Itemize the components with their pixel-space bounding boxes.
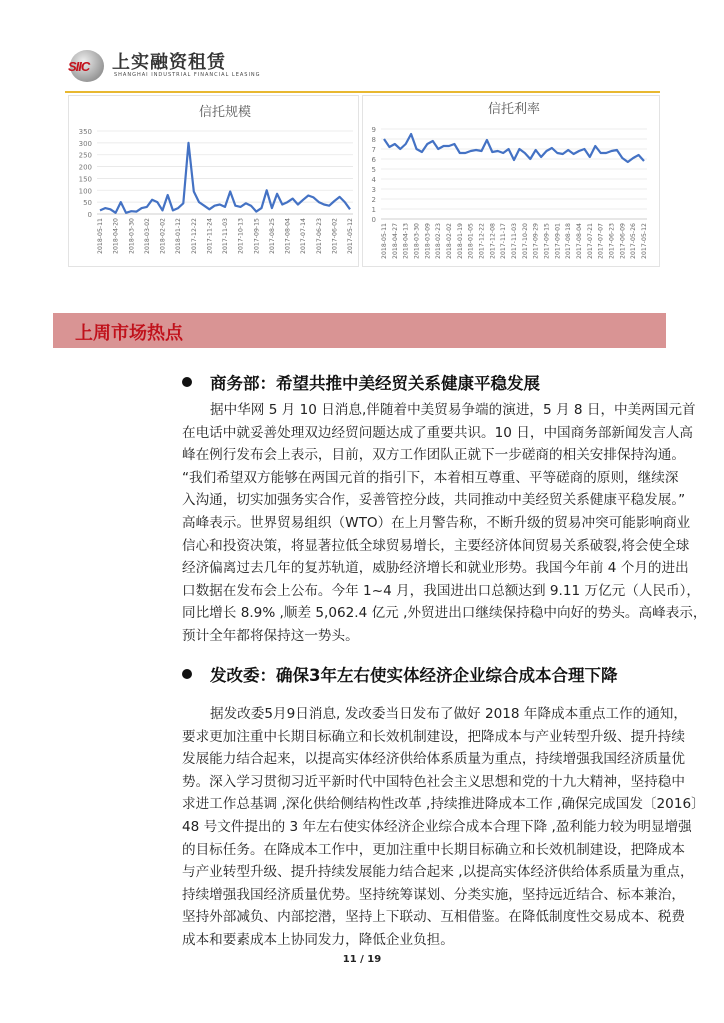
article-heading [182,662,617,686]
y-tick-label: 50 [83,199,92,208]
x-tick-label: 2017-08-04 [576,223,583,259]
x-tick-label: 2018-04-20 [112,218,120,254]
x-tick-label: 2018-04-13 [402,223,410,259]
paragraph-line: 据中华网 5 月 10 日消息,伴随着中美贸易争端的演进，5 月 8 日，中美两国元首 [210,402,696,418]
article-body [182,703,705,952]
paragraph-line: “我们希望双方能够在两国元首的指引下，本着相互尊重、平等磋商的原则，继续深 [182,469,679,486]
x-tick-label: 2017-10-20 [521,223,529,259]
y-tick-label: 1 [371,206,376,214]
chart-trust-rate-svg [363,96,659,266]
paragraph-line: 持续增强我国经济质量优势。坚持统筹谋划、分类实施，坚持远近结合、标本兼治， [182,886,685,903]
logo-mark: SIIC [68,59,90,74]
x-tick-label: 2018-01-12 [175,218,183,254]
x-tick-label: 2018-03-30 [128,218,136,254]
x-tick-label: 2018-03-30 [413,223,421,259]
section-title: 上周市场热点 [75,323,183,344]
company-logo [68,48,261,84]
company-name-en: SHANGHAI INDUSTRIAL FINANCIAL LEASING [114,72,261,78]
y-tick-label: 0 [87,211,92,219]
paragraph-line: 要求更加注重中长期目标确立和长效机制建设，把降成本与产业转型升级、提升持续 [182,728,685,745]
x-tick-label: 2017-06-09 [619,223,627,259]
paragraph-line: 经济偏离过去几年的复苏轨道，威胁经济增长和就业形势。我国今年前 4 个月的进出 [182,560,689,577]
article-heading-text: 商务部：希望共推中美经贸关系健康平稳发展 [210,374,540,393]
paragraph-line: 与产业转型升级、提升持续发展能力结合起来 ,以提高实体经济供给体系质量为重点， [182,864,694,881]
x-tick-label: 2018-03-09 [424,223,432,259]
x-tick-label: 2017-08-25 [268,218,276,254]
x-tick-label: 2018-01-05 [467,223,475,259]
y-tick-label: 3 [371,186,376,194]
paragraph-line: 入沟通，切实加强务实合作，妥善管控分歧，共同推动中美经贸关系健康平稳发展。” [182,492,686,509]
y-tick-label: 300 [78,139,92,148]
paragraph-line: 口数据在发布会上公布。今年 1~4 月，我国进出口总额达到 9.11 万亿元（人民币）， [182,582,701,599]
x-tick-label: 2017-05-12 [641,223,648,259]
x-tick-label: 2017-06-23 [315,218,323,254]
header-divider [65,91,660,93]
x-tick-label: 2018-02-02 [446,223,453,259]
section-banner [53,313,666,348]
x-tick-label: 2017-11-03 [222,218,229,254]
x-tick-label: 2017-07-21 [586,222,594,259]
y-tick-label: 6 [371,156,376,164]
x-tick-label: 2018-05-11 [381,223,388,259]
paragraph-line: 据发改委5月9日消息, 发改委当日发布了做好 2018 年降成本重点工作的通知， [210,706,687,722]
x-tick-label: 2018-05-11 [97,218,104,254]
paragraph-line: 势。深入学习贯彻习近平新时代中国特色社会主义思想和党的十九大精神，坚持稳中 [182,773,685,790]
paragraph-line: 峰在例行发布会上表示，目前，双方工作团队正就下一步磋商的相关安排保持沟通。 [182,447,685,464]
paragraph-line: 预计全年都将保持这一势头。 [182,627,359,644]
bullet-icon [182,669,192,679]
x-tick-label: 2017-06-02 [331,218,339,254]
paragraph-line: 同比增长 8.9% ,顺差 5,062.4 亿元 ,外贸进出口继续保持稳中向好的势头。高峰表示， [182,605,707,622]
chart-title: 信托利率 [487,102,541,117]
y-tick-label: 5 [371,166,376,174]
x-tick-label: 2017-05-26 [630,223,638,259]
paragraph-line: 在电话中就妥善处理双边经贸问题达成了重要共识。10 日，中国商务部新闻发言人高 [182,424,693,441]
company-name-cn: 上实融资租赁 [112,52,226,73]
x-tick-label: 2017-11-17 [500,223,508,259]
x-tick-label: 2018-02-23 [435,223,443,259]
x-tick-label: 2017-11-24 [206,218,214,254]
y-tick-label: 8 [371,136,376,144]
x-tick-label: 2018-01-19 [456,223,464,259]
article-heading-text: 发改委：确保3年左右使实体经济企业综合成本合理下降 [210,666,618,685]
y-tick-label: 250 [78,151,92,160]
x-tick-label: 2017-12-08 [489,223,497,259]
x-tick-label: 2017-08-04 [284,218,292,254]
paragraph-line: 高峰表示。世界贸易组织（WTO）在上月警告称，不断升级的贸易冲突可能影响商业 [182,514,691,531]
page-number: 11 / 19 [342,954,382,965]
chart-trust-rate [362,95,660,267]
y-tick-label: 9 [371,126,376,134]
y-tick-label: 200 [78,163,92,172]
paragraph-line: 成本和要素成本上协同发力，降低企业负担。 [182,931,454,948]
chart-trust-scale-svg [69,96,358,266]
series-line [384,134,644,162]
x-tick-label: 2017-12-22 [478,223,486,259]
x-tick-label: 2017-09-01 [554,223,562,259]
x-tick-label: 2017-10-13 [237,218,245,254]
x-tick-label: 2017-09-29 [532,223,540,259]
bullet-icon [182,377,192,387]
y-tick-label: 2 [371,196,376,204]
paragraph-line: 48 号文件提出的 3 年左右使实体经济企业综合成本合理下降 ,盈利能力较为明显增强 [182,818,692,835]
x-tick-label: 2018-02-02 [159,218,167,254]
x-tick-label: 2017-11-03 [511,223,518,259]
paragraph-line: 坚持外部减负、内部挖潜，坚持上下联动、互相借鉴。在降低制度性交易成本、税费 [182,909,685,926]
y-tick-label: 7 [371,146,376,154]
x-tick-label: 2017-12-22 [190,218,198,254]
x-tick-label: 2017-07-07 [597,223,605,259]
x-tick-label: 2018-03-02 [143,218,151,254]
x-tick-label: 2017-06-23 [608,223,616,259]
x-tick-label: 2017-09-15 [543,223,551,259]
paragraph-line: 发展能力结合起来，以提高实体经济供给体系质量为重点，持续增强我国经济质量优 [182,751,685,768]
article-body [182,399,707,648]
y-tick-label: 4 [371,176,376,184]
x-tick-label: 2017-09-15 [253,218,261,254]
paragraph-line: 信心和投资决策，将显著拉低全球贸易增长，主要经济体间贸易关系破裂,将会使全球 [182,537,690,554]
chart-trust-scale [68,95,359,267]
x-tick-label: 2017-05-12 [347,218,354,254]
article-heading [182,370,540,394]
paragraph-line: 求进工作总基调 ,深化供给侧结构性改革 ,持续推进降成本工作 ,确保完成国发〔2016〕 [182,796,705,813]
y-tick-label: 100 [78,187,92,196]
y-tick-label: 0 [371,216,376,224]
y-tick-label: 350 [78,128,92,136]
x-tick-label: 2017-07-14 [300,218,308,254]
y-tick-label: 150 [78,175,92,184]
chart-title: 信托规模 [198,105,252,120]
paragraph-line: 的目标任务。在降成本工作中，更加注重中长期目标确立和长效机制建设，把降成本 [182,841,685,858]
x-tick-label: 2017-08-18 [565,223,573,259]
x-tick-label: 2018-04-27 [391,223,399,259]
